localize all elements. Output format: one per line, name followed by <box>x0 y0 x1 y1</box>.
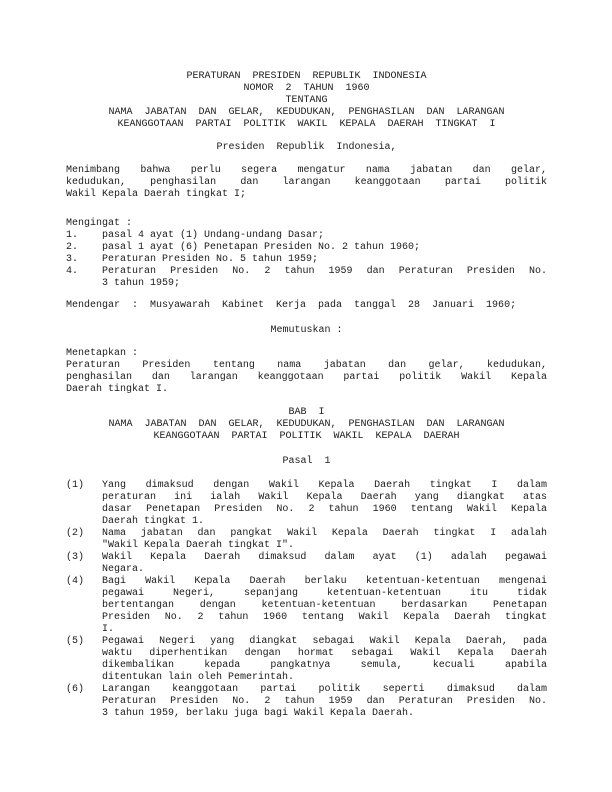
text-line: dikembalikan kepada pangkatnya semula, kecuali apabila <box>102 660 547 671</box>
text-line: KEANGGOTAAN PARTAI POLITIK WAKIL KEPALA DAERAH <box>153 431 460 442</box>
pasal-item <box>66 552 547 576</box>
text-line: 3 tahun 1959, berlaku juga bagi Wakil Kepala Daerah. <box>102 708 415 719</box>
pasal-heading: Pasal 1 <box>282 456 331 467</box>
text-line: Presiden No. 2 tahun 1960 tentang Wakil Kepala Daerah tingkat <box>102 612 547 623</box>
text-line: dasar Penetapan Presiden No. 2 tahun 1960 tentang Wakil Kepala <box>102 504 547 515</box>
list-marker: (3) <box>66 552 85 563</box>
document-content <box>66 71 547 720</box>
text-line: Daerah tingkat 1. <box>102 516 205 527</box>
menimbang-clause <box>66 165 547 201</box>
list-item-text <box>102 636 547 684</box>
text-line: Peraturan Presiden No. 2 tahun 1959 dan Peraturan Presiden No. <box>102 696 547 707</box>
text-line: waktu diperhentikan dengan hormat sebagai Wakil Kepala Daerah <box>102 648 547 659</box>
text-line: peraturan ini ialah Wakil Kepala Daerah yang diangkat atas <box>102 492 547 503</box>
text-line: PERATURAN PRESIDEN REPUBLIK INDONESIA <box>186 71 427 82</box>
mengingat-item <box>66 230 547 242</box>
text-line: Larangan keanggotaan partai politik seperti dimaksud dalam <box>102 684 547 695</box>
list-item-text <box>102 266 547 290</box>
mengingat-item <box>66 242 547 254</box>
pasal-item <box>66 636 547 684</box>
text-line: Menimbang bahwa perlu segera mengatur nama jabatan dan gelar, <box>66 165 547 176</box>
pasal-item <box>66 684 547 720</box>
text-line: NAMA JABATAN DAN GELAR, KEDUDUKAN, PENGHASILAN DAN LARANGAN <box>108 107 505 118</box>
text-line: bertentangan dengan ketentuan-ketentuan berdasarkan Penetapan <box>102 600 547 611</box>
list-item-text <box>102 230 547 242</box>
bab-number: BAB I <box>288 407 325 418</box>
pasal-item <box>66 528 547 552</box>
list-marker: 3. <box>66 254 79 265</box>
mengingat-item <box>66 266 547 290</box>
list-item-text <box>102 528 547 552</box>
salutation: Presiden Republik Indonesia, <box>216 142 397 153</box>
memutuskan-heading: Memutuskan : <box>270 325 343 336</box>
menetapkan-text <box>66 360 547 396</box>
list-marker: 2. <box>66 242 79 253</box>
text-line: "Wakil Kepala Daerah tingkat I". <box>102 540 295 551</box>
text-line: Peraturan Presiden No. 5 tahun 1959; <box>102 254 319 265</box>
text-line: Negara. <box>102 564 145 575</box>
text-line: Wakil Kepala Daerah dimaksud dalam ayat (1) adalah pegawai <box>102 552 547 563</box>
list-marker: (6) <box>66 684 85 695</box>
text-line: Peraturan Presiden No. 2 tahun 1959 dan Peraturan Presiden No. <box>102 266 547 277</box>
mengingat-item <box>66 254 547 266</box>
text-line: NAMA JABATAN DAN GELAR, KEDUDUKAN, PENGHASILAN DAN LARANGAN <box>108 419 505 430</box>
mengingat-label: Mengingat : <box>66 218 133 229</box>
pasal-item <box>66 576 547 636</box>
list-item-text <box>102 576 547 636</box>
list-item-text <box>102 254 547 266</box>
text-line: TENTANG <box>285 95 328 106</box>
bab-heading-block <box>66 407 547 443</box>
list-item-text <box>102 552 547 576</box>
mengingat-section <box>66 218 547 290</box>
text-line: Bagi Wakil Kepala Daerah berlaku ketentuan-ketentuan mengenai <box>102 576 547 587</box>
text-line: Yang dimaksud dengan Wakil Kepala Daerah tingkat I dalam <box>102 480 547 491</box>
text-line: KEANGGOTAAN PARTAI POLITIK WAKIL KEPALA DAERAH TINGKAT I <box>117 119 496 130</box>
list-item-text <box>102 480 547 528</box>
pasal-body <box>66 480 547 720</box>
list-item-text <box>102 684 547 720</box>
mendengar-clause: Mendengar : Musyawarah Kabinet Kerja pada tanggal 28 Januari 1960; <box>66 300 517 311</box>
list-marker: (5) <box>66 636 85 647</box>
text-line: I. <box>102 624 115 635</box>
menetapkan-label: Menetapkan : <box>66 348 139 359</box>
pasal-item <box>66 480 547 528</box>
list-marker: 1. <box>66 230 79 241</box>
text-line: ditentukan lain oleh Pemerintah. <box>102 672 295 683</box>
text-line: Daerah tingkat I. <box>66 384 169 395</box>
list-item-text <box>102 242 547 254</box>
menetapkan-section <box>66 348 547 396</box>
text-line: NOMOR 2 TAHUN 1960 <box>243 83 370 94</box>
text-line: 3 tahun 1959; <box>102 278 181 289</box>
bab-title <box>66 419 547 443</box>
list-marker: (4) <box>66 576 85 587</box>
text-line: Wakil Kepala Daerah tingkat I; <box>66 189 247 200</box>
text-line: Peraturan Presiden tentang nama jabatan dan gelar, kedudukan, <box>66 360 547 371</box>
list-marker: (1) <box>66 480 85 491</box>
text-line: Pegawai Negeri yang diangkat sebagai Wakil Kepala Daerah, pada <box>102 636 547 647</box>
text-line: Nama jabatan dan pangkat Wakil Kepala Daerah tingkat I adalah <box>102 528 547 539</box>
text-line: pegawai Negeri, sepanjang ketentuan-ketentuan itu tidak <box>102 588 547 599</box>
list-marker: 4. <box>66 266 79 277</box>
list-marker: (2) <box>66 528 85 539</box>
text-line: penghasilan dan larangan keanggotaan partai politik Wakil Kepala <box>66 372 547 383</box>
text-line: kedudukan, penghasilan dan larangan keanggotaan partai politik <box>66 177 547 188</box>
document-title <box>66 71 547 131</box>
text-line: pasal 4 ayat (1) Undang-undang Dasar; <box>102 230 325 241</box>
text-line: pasal 1 ayat (6) Penetapan Presiden No. 2 tahun 1960; <box>102 242 421 253</box>
